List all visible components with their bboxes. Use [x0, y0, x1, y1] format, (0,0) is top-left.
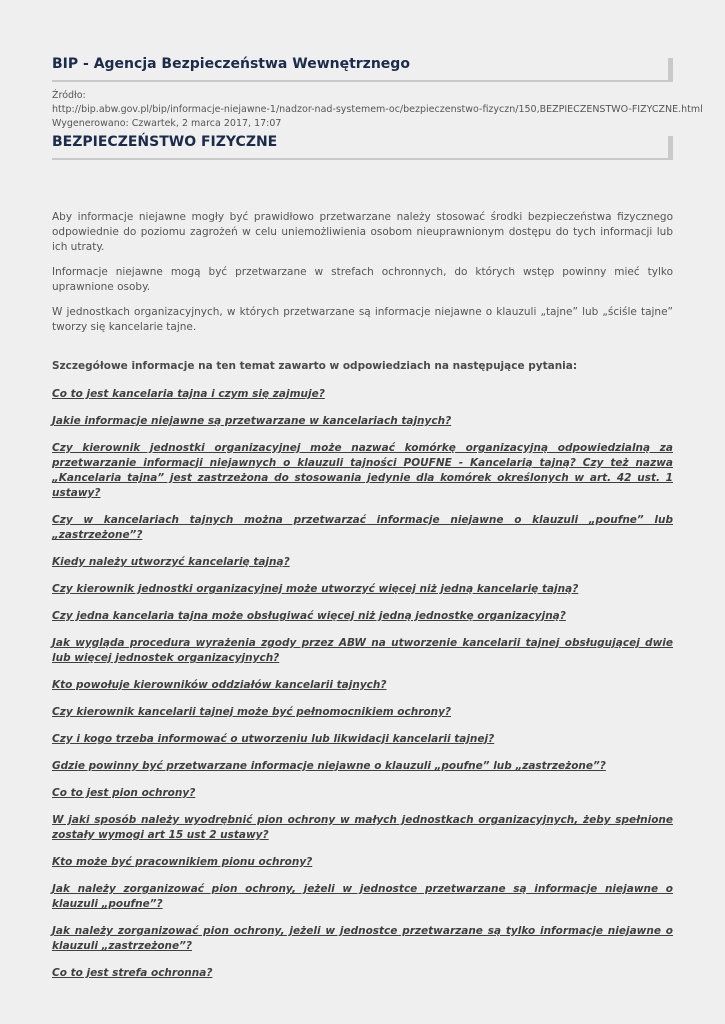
question-link[interactable]: Czy kierownik kancelarii tajnej może być pełnomocnikiem ochrony?: [52, 706, 451, 718]
list-item: [52, 636, 673, 666]
question-link[interactable]: Czy jedna kancelaria tajna może obsługiwać więcej niż jedną jednostkę organizacyjną?: [52, 610, 566, 622]
list-item: [52, 414, 673, 429]
list-item: [52, 813, 673, 843]
paragraph: Aby informacje niejawne mogły być prawidłowo przetwarzane należy stosować środki bezpieczeństwa fizycznego odpowiednie do poziomu zagrożeń w celu uniemożliwienia osobom nieuprawnionym dostępu do tych informacji lub ich utraty.: [52, 211, 673, 253]
list-item: [52, 924, 673, 954]
source-meta: [52, 89, 703, 131]
question-link[interactable]: Jak należy zorganizować pion ochrony, jeżeli w jednostce przetwarzane są tylko informacje niejawne o klauzuli „zastrzeżone”?: [52, 925, 673, 952]
question-link[interactable]: Czy i kogo trzeba informować o utworzeniu lub likwidacji kancelarii tajnej?: [52, 733, 495, 745]
list-item: [52, 609, 673, 624]
site-header: [52, 54, 673, 82]
list-item: [52, 759, 673, 774]
question-link[interactable]: Gdzie powinny być przetwarzane informacje niejawne o klauzuli „poufne” lub „zastrzeżone”?: [52, 760, 606, 772]
list-item: [52, 441, 673, 501]
source-label: Źródło:: [52, 90, 86, 101]
list-item: [52, 387, 673, 402]
question-list: [52, 387, 673, 993]
list-item: [52, 555, 673, 570]
list-item: [52, 513, 673, 543]
paragraph: Informacje niejawne mogą być przetwarzane w strefach ochronnych, do których wstęp powinny mieć tylko uprawnione osoby.: [52, 266, 673, 293]
question-link[interactable]: Jakie informacje niejawne są przetwarzane w kancelariach tajnych?: [52, 415, 452, 427]
questions-lead: Szczegółowe informacje na ten temat zawarto w odpowiedziach na następujące pytania:: [52, 360, 578, 372]
question-link[interactable]: Jak należy zorganizować pion ochrony, jeżeli w jednostce przetwarzane są informacje niejawne o klauzuli „poufne”?: [52, 883, 673, 910]
paragraph: W jednostkach organizacyjnych, w których przetwarzane są informacje niejawne o klauzuli „tajne” lub „ściśle tajne” tworzy się kancelarie tajne.: [52, 306, 673, 333]
list-item: [52, 855, 673, 870]
list-item: [52, 705, 673, 720]
list-item: [52, 882, 673, 912]
list-item: [52, 678, 673, 693]
generated-date: Wygenerowano: Czwartek, 2 marca 2017, 17:07: [52, 118, 282, 129]
question-link[interactable]: W jaki sposób należy wyodrębnić pion ochrony w małych jednostkach organizacyjnych, żeby spełnione zostały wymogi art 15 ust 2 ustawy?: [52, 814, 673, 841]
list-item: [52, 966, 673, 981]
question-link[interactable]: Czy kierownik jednostki organizacyjnej może utworzyć więcej niż jedną kancelarię tajną?: [52, 583, 579, 595]
source-url: http://bip.abw.gov.pl/bip/informacje-niejawne-1/nadzor-nad-systemem-oc/bezpieczenstwo-fizyczn/150,BEZPIECZENSTWO-FIZYCZNE.html: [52, 104, 703, 115]
question-link[interactable]: Kto powołuje kierowników oddziałów kancelarii tajnych?: [52, 679, 387, 691]
section-divider: [52, 158, 673, 160]
question-link[interactable]: Co to jest kancelaria tajna i czym się zajmuje?: [52, 388, 325, 400]
list-item: [52, 786, 673, 801]
section-header: [52, 132, 673, 160]
header-divider: [52, 80, 673, 82]
question-link[interactable]: Czy kierownik jednostki organizacyjnej może nazwać komórkę organizacyjną odpowiedzialną za przetwarzanie informacji niejawnych o klauzuli tajności POUFNE - Kancelarią tajną? Czy też nazwa „Kancelaria tajna” jest zastrzeżona do stosowania jedynie dla komórek określonych w art. 42 ust. 1 ustawy?: [52, 442, 673, 499]
list-item: [52, 582, 673, 597]
question-link[interactable]: Jak wygląda procedura wyrażenia zgody przez ABW na utworzenie kancelarii tajnej obsługującej dwie lub więcej jednostek organizacyjnych?: [52, 637, 673, 664]
question-link[interactable]: Co to jest strefa ochronna?: [52, 967, 213, 979]
question-link[interactable]: Kto może być pracownikiem pionu ochrony?: [52, 856, 313, 868]
question-link[interactable]: Co to jest pion ochrony?: [52, 787, 196, 799]
question-link[interactable]: Czy w kancelariach tajnych można przetwarzać informacje niejawne o klauzuli „poufne” lub „zastrzeżone”?: [52, 514, 673, 541]
question-link[interactable]: Kiedy należy utworzyć kancelarię tajną?: [52, 556, 290, 568]
list-item: [52, 732, 673, 747]
site-title: BIP - Agencja Bezpieczeństwa Wewnętrznego: [52, 56, 410, 72]
intro-text: [52, 210, 673, 345]
section-title: BEZPIECZEŃSTWO FIZYCZNE: [52, 134, 278, 150]
